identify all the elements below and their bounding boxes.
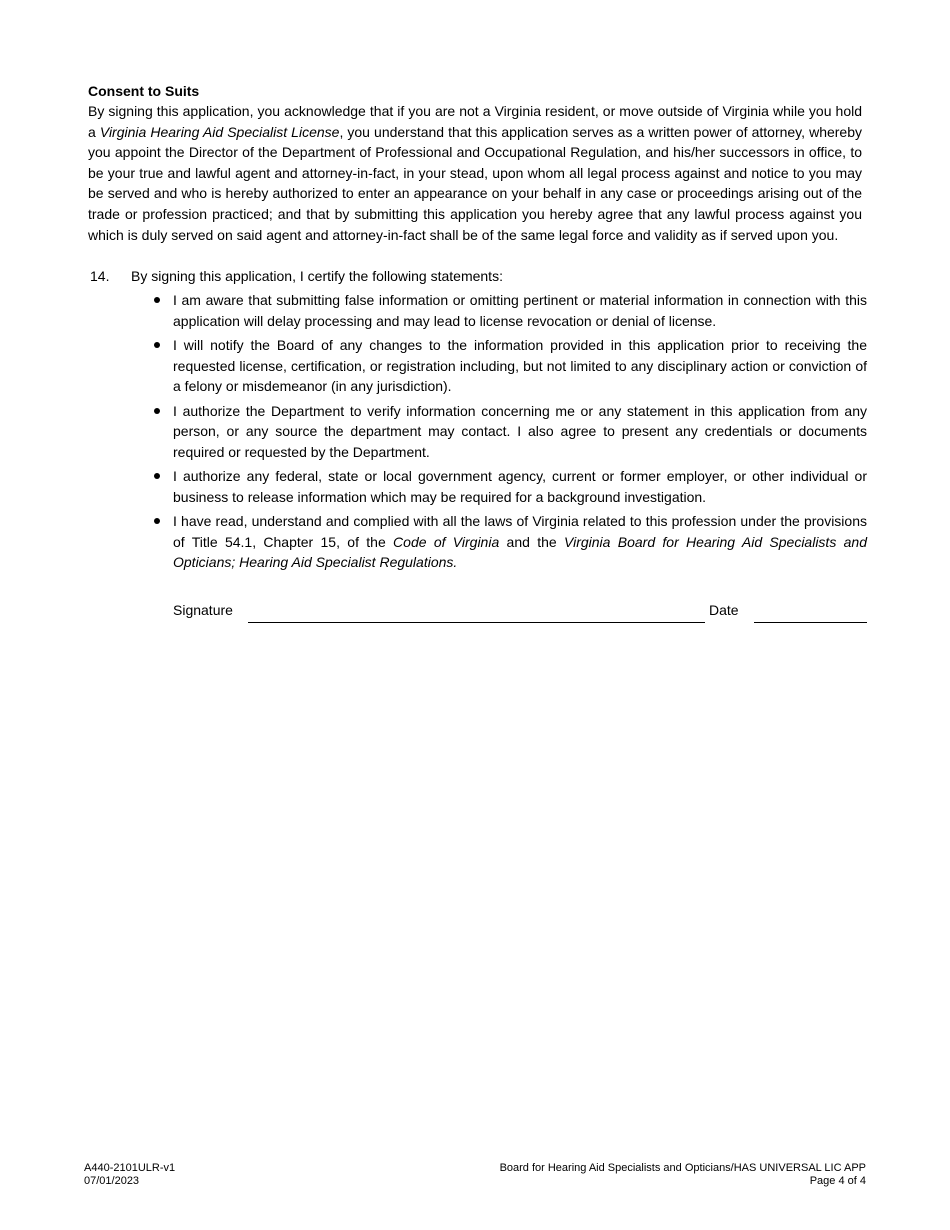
item-number: 14. (90, 268, 110, 284)
bullet-icon (154, 297, 160, 303)
footer-right (500, 1162, 866, 1188)
consent-text-part-2: , you understand that this application serves as a written power of attorney, whereby you appoint the Director of the Department of Professional and Occupational Regulation, and his/her successors in office, to be your true and lawful agent and attorney-in-fact, in your stead, upon whom all legal process against and notice to you may be served and who is hereby authorized to enter an appearance on your behalf in any case or proceedings arising out of the trade or profession practiced; and that by submitting this application you hereby agree that any lawful process against you which is duly served on said agent and attorney-in-fact shall be of the same legal force and validity as if served upon you. (88, 123, 863, 243)
signature-label: Signature (173, 602, 233, 618)
consent-to-suits-heading: Consent to Suits (88, 83, 200, 99)
list-item: I authorize the Department to verify information concerning me or any statement in this application from any person, or any source the department may contact. I also agree to present any credentials or documents required or requested by the Department. (173, 401, 867, 463)
bullet-icon (154, 518, 160, 524)
list-item: I have read, understand and complied with all the laws of Virginia related to this profession under the provisions of Title 54.1, Chapter 15, of the Code of Virginia and the Virginia Board for Hearing Aid Specialists and Opticians; Hearing Aid Specialist Regulations. (173, 511, 867, 573)
bullet-icon (154, 408, 160, 414)
license-name: Virginia Hearing Aid Specialist License (99, 123, 340, 140)
list-item: I am aware that submitting false information or omitting pertinent or material information in connection with this application will delay processing and may lead to license revocation or denial of license. (173, 290, 867, 331)
consent-to-suits-paragraph (88, 101, 862, 245)
form-id: A440-2101ULR-v1 (84, 1162, 176, 1174)
certification-list (173, 290, 867, 577)
list-item: I will notify the Board of any changes to the information provided in this application prior to receiving the requested license, certification, or registration including, but not limited to any disciplinary action or conviction of a felony or misdemeanor (in any jurisdiction). (173, 335, 867, 397)
form-date: 07/01/2023 (84, 1175, 140, 1187)
signature-row (173, 602, 867, 626)
regulations-title: Virginia Board for Hearing Aid Specialists and Opticians; Hearing Aid Specialist Regulations. (173, 533, 867, 571)
certification-lead: By signing this application, I certify the following statements: (131, 268, 503, 284)
bullet-icon (154, 342, 160, 348)
date-label: Date (709, 602, 739, 618)
page-number: Page 4 of 4 (809, 1175, 866, 1187)
list-item: I authorize any federal, state or local government agency, current or former employer, or other individual or business to release information which may be required for a background investigation. (173, 466, 867, 507)
consent-text-part-1: By signing this application, you acknowledge that if you are not a Virginia resident, or move outside of Virginia while you hold a (88, 103, 862, 140)
date-field[interactable] (754, 622, 867, 623)
board-title: Board for Hearing Aid Specialists and Opticians/HAS UNIVERSAL LIC APP (499, 1162, 866, 1174)
signature-field[interactable] (248, 622, 705, 623)
footer-left (84, 1162, 175, 1188)
code-of-virginia: Code of Virginia (393, 533, 500, 550)
bullet-icon (154, 473, 160, 479)
